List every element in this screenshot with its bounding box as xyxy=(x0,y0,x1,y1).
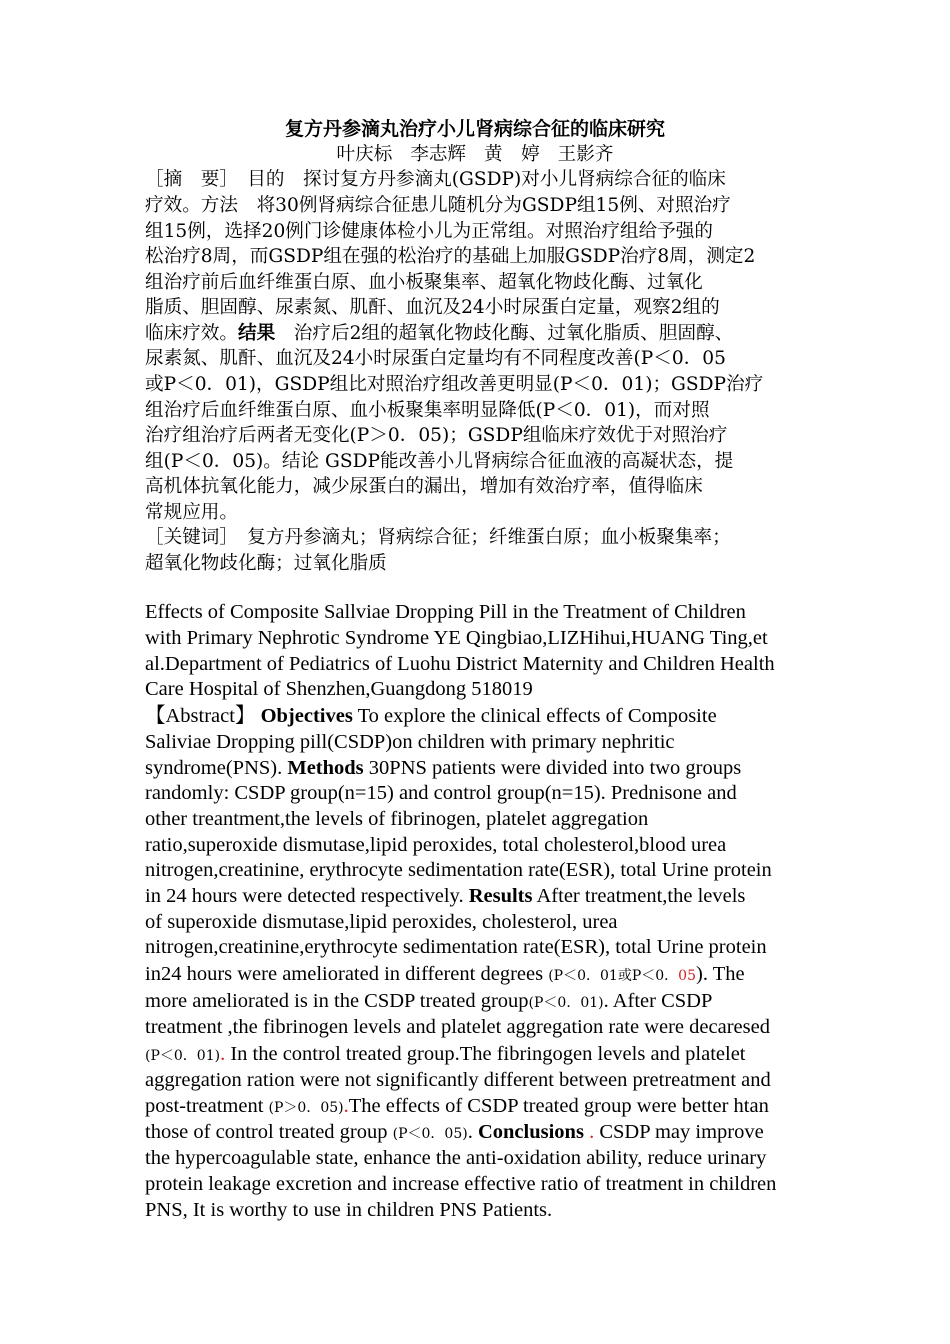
methods-label: Methods xyxy=(287,757,364,779)
en-affiliation-line: al.Department of Pediatrics of Luohu District Maternity and Children Health xyxy=(145,653,775,675)
en-abstract-line: in 24 hours were detected respectively. Results After treatment,the levels xyxy=(145,885,746,907)
en-abstract-line: randomly: CSDP group(n=15) and control group(n=15). Prednisone and xyxy=(145,782,737,804)
en-title-line: Effects of Composite Sallviae Dropping Pill in the Treatment of Children xyxy=(145,601,746,623)
en-abstract-line: nitrogen,creatinine, erythrocyte sedimentation rate(ESR), total Urine protein xyxy=(145,859,772,881)
p-value: (P＞0．05) xyxy=(268,1100,344,1116)
author-name: 王影齐 xyxy=(557,144,614,165)
cn-keywords-line: 超氧化物歧化酶；过氧化脂质 xyxy=(145,553,387,574)
cn-abstract-line: 疗效。方法 将30例肾病综合征患儿随机分为GSDP组15例、对照治疗 xyxy=(145,195,731,216)
en-abstract-line: of superoxide dismutase,lipid peroxides, cholesterol, urea xyxy=(145,911,618,933)
en-abstract-line: in24 hours were ameliorated in different degrees (P＜0．01或P＜0．05). The xyxy=(145,963,745,985)
p-value-red: 05 xyxy=(678,968,696,984)
en-abstract-line: more ameliorated is in the CSDP treated group(P＜0．01). After CSDP xyxy=(145,990,713,1012)
p-value: (P＜0．01或P＜0． xyxy=(548,968,679,984)
p-value: (P＜0．01) xyxy=(145,1048,221,1064)
p-value: (P＜0．01) xyxy=(528,995,604,1011)
en-title-line: with Primary Nephrotic Syndrome YE Qingbiao,LIZHihui,HUANG Ting,et xyxy=(145,627,768,649)
p-value: (P＜0．05) xyxy=(392,1126,468,1142)
cn-abstract-line: 组治疗后血纤维蛋白原、血小板聚集率明显降低(P＜0．01)，而对照 xyxy=(145,400,710,421)
author-name: 李志辉 xyxy=(410,144,467,165)
cn-abstract-line: 脂质、胆固醇、尿素氮、肌酐、血沉及24小时尿蛋白定量，观察2组的 xyxy=(145,297,720,318)
results-label: Results xyxy=(468,885,533,907)
objectives-label: Objectives xyxy=(260,705,353,727)
cn-abstract-line: 组(P＜0．05)。结论 GSDP能改善小儿肾病综合征血液的高凝状态，提 xyxy=(145,451,734,472)
en-abstract-line: syndrome(PNS). Methods 30PNS patients were divided into two groups xyxy=(145,757,742,779)
en-abstract-line: treatment ,the fibrinogen levels and platelet aggregation rate were decaresed xyxy=(145,1016,770,1038)
results-label: 结果 xyxy=(237,323,276,344)
cn-abstract-line: 或P＜0．01)，GSDP组比对照治疗组改善更明显(P＜0．01)；GSDP治疗 xyxy=(145,374,764,395)
author-name: 黄 婷 xyxy=(483,144,540,165)
en-abstract-line: aggregation ration were not significantly different between pretreatment and xyxy=(145,1069,771,1091)
abstract-label: 【Abstract】 xyxy=(145,705,261,727)
en-abstract-line: protein leakage excretion and increase effective ratio of treatment in children xyxy=(145,1173,777,1195)
en-affiliation-line: Care Hospital of Shenzhen,Guangdong 518019 xyxy=(145,678,533,700)
cn-abstract-line: 高机体抗氧化能力，减少尿蛋白的漏出，增加有效治疗率，值得临床 xyxy=(145,476,703,497)
cn-abstract-line: 临床疗效。结果 治疗后2组的超氧化物歧化酶、过氧化脂质、胆固醇、 xyxy=(145,323,734,344)
en-abstract-line: post-treatment (P＞0．05).The effects of CSDP treated group were better htan xyxy=(145,1095,769,1117)
en-abstract-line: 【Abstract】 Objectives To explore the clinical effects of Composite xyxy=(145,705,717,727)
author-list xyxy=(145,142,805,167)
conclusions-label: Conclusions xyxy=(477,1121,584,1143)
cn-abstract-line: ［摘 要］ 目的 探讨复方丹参滴丸(GSDP)对小儿肾病综合征的临床 xyxy=(145,169,726,190)
paper-title: 复方丹参滴丸治疗小儿肾病综合征的临床研究 xyxy=(284,118,665,140)
cn-abstract-line: 松治疗8周，而GSDP组在强的松治疗的基础上加服GSDP治疗8周，测定2 xyxy=(145,246,756,267)
en-abstract-line: other treantment,the levels of fibrinogen, platelet aggregation xyxy=(145,808,649,830)
cn-abstract-line: 常规应用。 xyxy=(145,502,238,523)
en-abstract-line: those of control treated group (P＜0．05). Conclusions . CSDP may improve xyxy=(145,1121,764,1143)
cn-abstract-line: 组15例，选择20例门诊健康体检小儿为正常组。对照治疗组给予强的 xyxy=(145,221,713,242)
author-name: 叶庆标 xyxy=(336,144,393,165)
en-abstract-line: Saliviae Dropping pill(CSDP)on children with primary nephritic xyxy=(145,731,675,753)
cn-abstract-line: 治疗组治疗后两者无变化(P＞0．05)；GSDP组临床疗效优于对照治疗 xyxy=(145,425,728,446)
cn-keywords-line: ［关键词］ 复方丹参滴丸；肾病综合征；纤维蛋白原；血小板聚集率； xyxy=(145,527,731,548)
cn-abstract-line: 组治疗前后血纤维蛋白原、血小板聚集率、超氧化物歧化酶、过氧化 xyxy=(145,272,703,293)
cn-abstract-line: 尿素氮、肌酐、血沉及24小时尿蛋白定量均有不同程度改善(P＜0．05 xyxy=(145,348,726,369)
en-abstract-line: ratio,superoxide dismutase,lipid peroxides, total cholesterol,blood urea xyxy=(145,834,727,856)
en-abstract-line: (P＜0．01). In the control treated group.The fibringogen levels and platelet xyxy=(145,1043,746,1065)
en-abstract-line: PNS, It is worthy to use in children PNS Patients. xyxy=(145,1199,553,1221)
en-abstract-line: nitrogen,creatinine,erythrocyte sedimentation rate(ESR), total Urine protein xyxy=(145,936,767,958)
en-abstract-line: the hypercoagulable state, enhance the anti-oxidation ability, reduce urinary xyxy=(145,1147,767,1169)
